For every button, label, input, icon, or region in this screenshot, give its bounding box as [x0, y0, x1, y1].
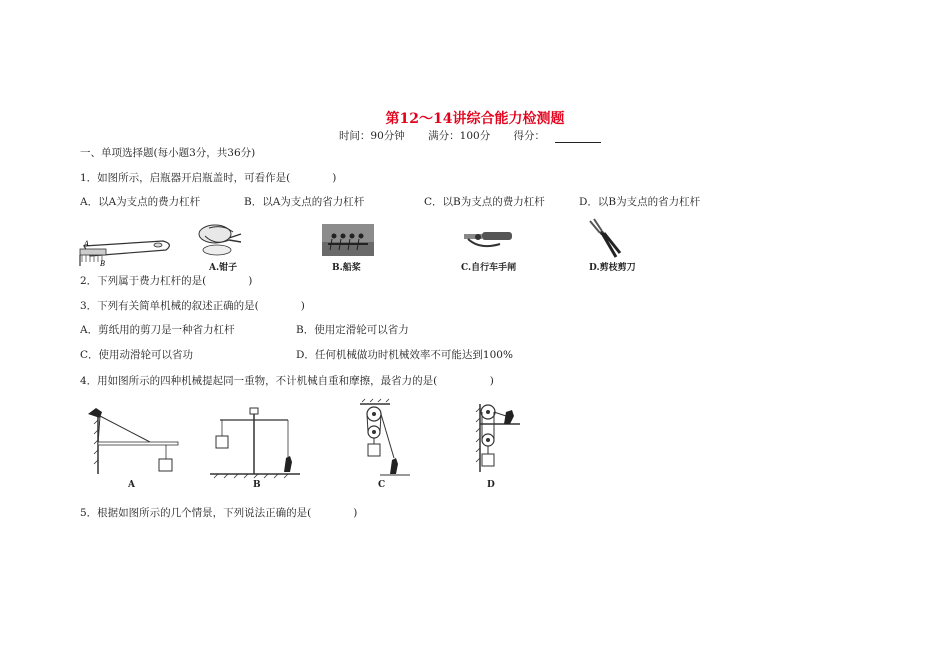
- q3-option-c: C．使用动滑轮可以省功: [80, 349, 194, 361]
- q1-option-c: C．以B为支点的费力杠杆: [424, 196, 545, 208]
- time-label: 时间：90分钟: [338, 130, 405, 142]
- machine-c-label: C: [378, 480, 386, 490]
- q1-stem: 1．如图所示，启瓶器开启瓶盖时，可看作是( ): [80, 172, 337, 184]
- rowing-photo-figure: [322, 224, 374, 256]
- machine-b-label: B: [253, 480, 261, 490]
- q3-option-a: A．剪纸用的剪刀是一种省力杠杆: [80, 324, 235, 336]
- q1-option-b: B．以A为支点的省力杠杆: [244, 196, 365, 208]
- q3-option-b: B．使用定滑轮可以省力: [296, 324, 409, 336]
- pivot-b-label: B: [100, 260, 106, 268]
- machine-c-figure: [350, 402, 410, 476]
- score-field: 得分：: [514, 130, 612, 142]
- q1-option-d: D．以B为支点的省力杠杆: [579, 196, 701, 208]
- section-heading: 一、单项选择题(每小题3分，共36分): [80, 147, 256, 159]
- bottle-opener-figure: [78, 236, 178, 270]
- caption-oar: B.船桨: [332, 263, 361, 273]
- q4-stem: 4．用如图所示的四种机械提起同一重物，不计机械自重和摩擦，最省力的是( ): [80, 375, 494, 387]
- machine-a-figure: [80, 404, 180, 474]
- total-score-label: 满分：100分: [428, 130, 491, 142]
- q2-stem: 2．下列属于费力杠杆的是( ): [80, 275, 253, 287]
- pivot-a-label: A: [84, 240, 90, 248]
- q3-option-d: D．任何机械做功时机械效率不可能达到100%: [296, 349, 513, 361]
- score-blank: [555, 132, 601, 143]
- exam-meta: [0, 128, 950, 143]
- bike-brake-figure: [460, 228, 514, 254]
- machine-b-figure: [210, 406, 300, 476]
- pliers-figure: [195, 220, 245, 258]
- page-title: 第12～14讲综合能力检测题: [385, 111, 565, 127]
- caption-pruning-shears: D.剪枝剪刀: [589, 263, 636, 273]
- machine-a-label: A: [128, 480, 135, 490]
- caption-pliers: A.钳子: [209, 263, 238, 273]
- q1-option-a: A．以A为支点的费力杠杆: [80, 196, 201, 208]
- machine-d-label: D: [487, 480, 495, 490]
- q5-stem: 5．根据如图所示的几个情景，下列说法正确的是( ): [80, 507, 358, 519]
- q3-stem: 3．下列有关简单机械的叙述正确的是( ): [80, 300, 305, 312]
- pruning-shears-figure: [588, 219, 622, 259]
- machine-d-figure: [470, 402, 530, 476]
- caption-bike-brake: C.自行车手闸: [461, 263, 517, 273]
